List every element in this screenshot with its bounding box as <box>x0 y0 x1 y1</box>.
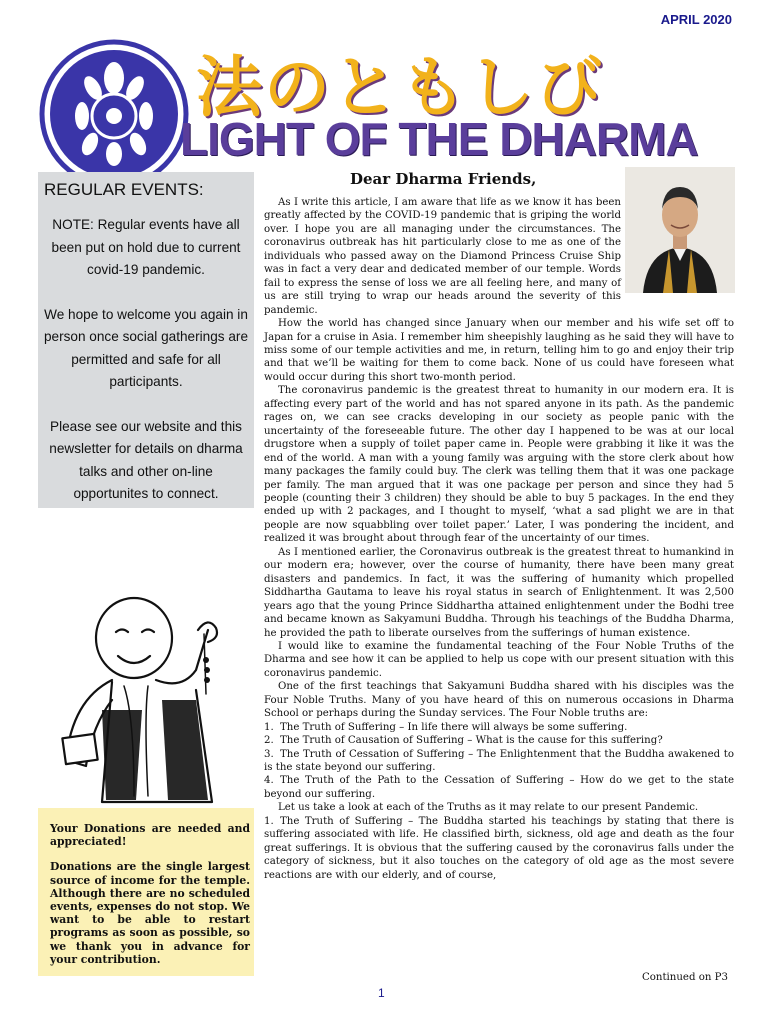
issue-date: APRIL 2020 <box>660 12 732 27</box>
list-number: 4. <box>264 775 274 787</box>
continued-note: Continued on P3 <box>641 972 728 983</box>
list-text: The Truth of Cessation of Suffering – The Enlightenment that the Buddha awakened to is the state beyond our suffering. <box>264 748 734 774</box>
waving-monk-illustration <box>52 590 242 810</box>
article-paragraph: As I write this article, I am aware that life as we know it has been greatly affected by the COVID-19 pandemic that is griping the world over. I hope you are all managing under the circumstances. The coronavirus outbreak has hit particularly close to me as one of the individuals who passed away on the Diamond Princess Cruise Ship was in fact a very dear and dedicated member of our temple. Words fail to express the sense of loss we are all feeling here, and many of us are still trying to wrap our heads around the severity of this pandemic. <box>264 197 621 316</box>
article-heading: Dear Dharma Friends, <box>350 170 537 188</box>
page-number: 1 <box>378 986 385 1000</box>
newsletter-title-japanese: 法のともしび <box>196 48 604 126</box>
temple-crest-logo <box>38 38 190 190</box>
article-paragraph: As I mentioned earlier, the Coronavirus outbreak is the greatest threat to humankind in our modern era; however, over the course of humanity, there have been many great disasters and pandemics. In fact, it was the suffering of humanity which propelled Siddhartha Gautama to leave his royal status in search of Enlightenment. It was 2,500 years ago that the young Prince Siddhartha attained enlightenment under the Bodhi tree and became known as Sakyamuni Buddha. Through his teachings of the Buddha Dharma, he provided the path to liberate ourselves from the sufferings of human existence. <box>264 546 734 639</box>
list-text: The Truth of Suffering – In life there will always be some suffering. <box>280 721 628 733</box>
article-paragraph: The coronavirus pandemic is the greatest threat to humanity in our modern era. It is affecting every part of the world and has not spared anyone in its path. As the pandemic rages on, we can see cracks developing in our society as people panic with the uncertainty of the foreseeable future. The other day I happened to be was at our local drugstore when a supply of toilet paper came in. People were grabbing it like it was the end of the world. A man with a young family was arguing with the store clerk about how many packages the family could buy. The clerk was telling them that it was one package per family. The man argued that it was one package per person and since they had 5 people (counting their 3 children) they should be able to buy 5 packages. In the end they ended up with 2 packages, and I thought to myself, ‘what a sad plight we are in that people are now squabbling over toilet paper.’ Later, I was pondering the incident, and realized it was brought about through fear of the uncertainty of our times. <box>264 385 734 545</box>
regular-events-sidebar <box>38 172 254 508</box>
events-website-note: Please see our website and this newsletter for details on dharma talks and other on-line opportunites to connect. <box>49 418 243 501</box>
article-paragraph: I would like to examine the fundamental teaching of the Four Noble Truths of the Dharma and see how it can be applied to help us cope with our present situation with this coronavirus pandemic. <box>264 640 734 679</box>
donation-text: Donations are the single largest source of income for the temple. Although there are no scheduled events, expenses do not stop. We want to be able to restart programs as soon as possible, so we thank you in advance for your contribution. <box>50 860 250 966</box>
donation-box <box>38 808 254 976</box>
list-item <box>264 774 734 801</box>
list-item <box>264 721 734 734</box>
list-text: The Truth of Causation of Suffering – What is the cause for this suffering? <box>280 735 663 747</box>
article-paragraph: How the world has changed since January when our member and his wife set off to Japan for a cruise in Asia. I remember him sheepishly laughing as he said they will have to miss some of our temple activities and me, in return, telling him to go and enjoy their trip and that we’ll be waiting for them to come back. None of us could have foreseen what would occur during this short two-month period. <box>264 318 734 383</box>
donation-headline: Your Donations are needed and appreciated! <box>50 822 250 849</box>
list-item <box>264 748 734 775</box>
list-item <box>264 815 734 882</box>
regular-events-heading: REGULAR EVENTS: <box>44 180 204 199</box>
list-text: The Truth of the Path to the Cessation of Suffering – How do we get to the state beyond our suffering. <box>264 775 734 800</box>
article-body <box>264 196 734 882</box>
list-number: 3. <box>264 748 274 760</box>
events-note: NOTE: Regular events have all been put on hold due to current covid-19 pandemic. <box>51 217 241 277</box>
list-text: The Truth of Suffering – The Buddha started his teachings by stating that there is suffering associated with life. He classified birth, sickness, old age and death as the four great sufferings. It is obvious that the suffering caused by the coronavirus falls under the category of sickness, but it also touches on the category of old age as the most severe reactions are with our elderly, and of course, <box>264 815 734 881</box>
list-number: 2. <box>264 735 274 747</box>
list-number: 1. <box>264 721 274 733</box>
article-paragraph: Let us take a look at each of the Truths as it may relate to our present Pandemic. <box>278 802 699 814</box>
events-welcome: We hope to welcome you again in person once social gatherings are permitted and safe for all participants. <box>43 306 249 389</box>
article-paragraph: One of the first teachings that Sakyamuni Buddha shared with his disciples was the Four Noble Truths. Many of you have heard of this on numerous occasions in Dharma School or perhaps during the Sunday services. The Four Noble truths are: <box>264 681 734 720</box>
list-number: 1. <box>264 815 274 827</box>
newsletter-title-english: LIGHT OF THE DHARMA <box>180 113 698 165</box>
list-item <box>264 734 734 747</box>
